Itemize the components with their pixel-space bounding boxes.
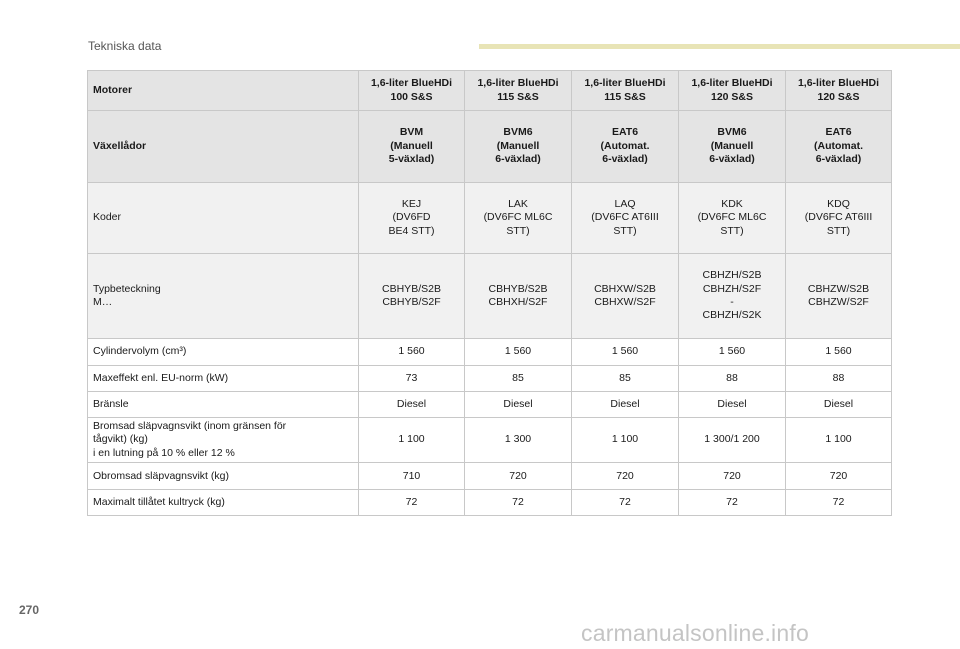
table-cell: 72	[572, 490, 679, 516]
table-cell: 88	[679, 366, 786, 392]
table-row-engines	[88, 71, 892, 111]
table-cell: 72	[679, 490, 786, 516]
table-cell: Diesel	[786, 392, 892, 418]
table-cell: EAT6 (Automat. 6-växlad)	[572, 111, 679, 183]
table-row-fuel	[88, 392, 892, 418]
table-cell: EAT6 (Automat. 6-växlad)	[786, 111, 892, 183]
table-row-max-power	[88, 366, 892, 392]
row-label: Maximalt tillåtet kultryck (kg)	[88, 490, 359, 516]
table-cell: 1,6-liter BlueHDi 120 S&S	[786, 71, 892, 111]
table-cell: BVM6 (Manuell 6-växlad)	[679, 111, 786, 183]
table-cell: 1 560	[359, 339, 465, 366]
header-accent-bar	[479, 44, 960, 49]
table-cell: 1 100	[359, 418, 465, 463]
table-cell: 72	[359, 490, 465, 516]
table-cell: 1,6-liter BlueHDi 100 S&S	[359, 71, 465, 111]
table-cell: 720	[679, 463, 786, 490]
table-row-braked-trailer	[88, 418, 892, 463]
table-cell: 1 100	[786, 418, 892, 463]
table-cell: 1 300/1 200	[679, 418, 786, 463]
row-label: Maxeffekt enl. EU-norm (kW)	[88, 366, 359, 392]
table-row-gearboxes	[88, 111, 892, 183]
table-cell: LAK (DV6FC ML6C STT)	[465, 183, 572, 254]
table-cell: 720	[465, 463, 572, 490]
watermark: carmanualsonline.info	[581, 620, 809, 646]
table-cell: 72	[786, 490, 892, 516]
row-label: Bromsad släpvagnsvikt (inom gränsen för tågvikt) (kg) i en lutning på 10 % eller 12 %	[88, 418, 359, 463]
table-row-towball-load	[88, 490, 892, 516]
table-cell: 720	[572, 463, 679, 490]
table-cell: CBHZH/S2B CBHZH/S2F - CBHZH/S2K	[679, 254, 786, 339]
table-cell: 88	[786, 366, 892, 392]
row-label: Koder	[88, 183, 359, 254]
table-cell: 1,6-liter BlueHDi 120 S&S	[679, 71, 786, 111]
row-label: Växellådor	[88, 111, 359, 183]
table-cell: 72	[465, 490, 572, 516]
table-row-unbraked-trailer	[88, 463, 892, 490]
table-cell: 1,6-liter BlueHDi 115 S&S	[465, 71, 572, 111]
page-number: 270	[19, 603, 40, 617]
table-cell: 1 560	[786, 339, 892, 366]
table-cell: 1 560	[572, 339, 679, 366]
section-title: Tekniska data	[88, 39, 162, 53]
table-cell: CBHYB/S2B CBHYB/S2F	[359, 254, 465, 339]
table-cell: BVM6 (Manuell 6-växlad)	[465, 111, 572, 183]
row-label: Cylindervolym (cm³)	[88, 339, 359, 366]
table-cell: KDK (DV6FC ML6C STT)	[679, 183, 786, 254]
table-cell: Diesel	[359, 392, 465, 418]
table-cell: 1 560	[679, 339, 786, 366]
table-row-codes	[88, 183, 892, 254]
table-cell: 85	[572, 366, 679, 392]
table-cell: Diesel	[572, 392, 679, 418]
table-cell: 1,6-liter BlueHDi 115 S&S	[572, 71, 679, 111]
table-cell: 85	[465, 366, 572, 392]
table-cell: KDQ (DV6FC AT6III STT)	[786, 183, 892, 254]
row-label: Motorer	[88, 71, 359, 111]
table-cell: Diesel	[679, 392, 786, 418]
table-row-type-designation	[88, 254, 892, 339]
table-cell: BVM (Manuell 5-växlad)	[359, 111, 465, 183]
table-cell: LAQ (DV6FC AT6III STT)	[572, 183, 679, 254]
row-label: Typbeteckning M…	[88, 254, 359, 339]
table-cell: CBHYB/S2B CBHXH/S2F	[465, 254, 572, 339]
table-cell: 720	[786, 463, 892, 490]
row-label: Obromsad släpvagnsvikt (kg)	[88, 463, 359, 490]
table-cell: 73	[359, 366, 465, 392]
table-cell: Diesel	[465, 392, 572, 418]
row-label: Bränsle	[88, 392, 359, 418]
technical-data-table	[87, 70, 892, 516]
table-cell: 710	[359, 463, 465, 490]
table-row-displacement	[88, 339, 892, 366]
table-cell: KEJ (DV6FD BE4 STT)	[359, 183, 465, 254]
table-cell: 1 100	[572, 418, 679, 463]
table-cell: 1 560	[465, 339, 572, 366]
table-cell: 1 300	[465, 418, 572, 463]
table-cell: CBHXW/S2B CBHXW/S2F	[572, 254, 679, 339]
table-cell: CBHZW/S2B CBHZW/S2F	[786, 254, 892, 339]
